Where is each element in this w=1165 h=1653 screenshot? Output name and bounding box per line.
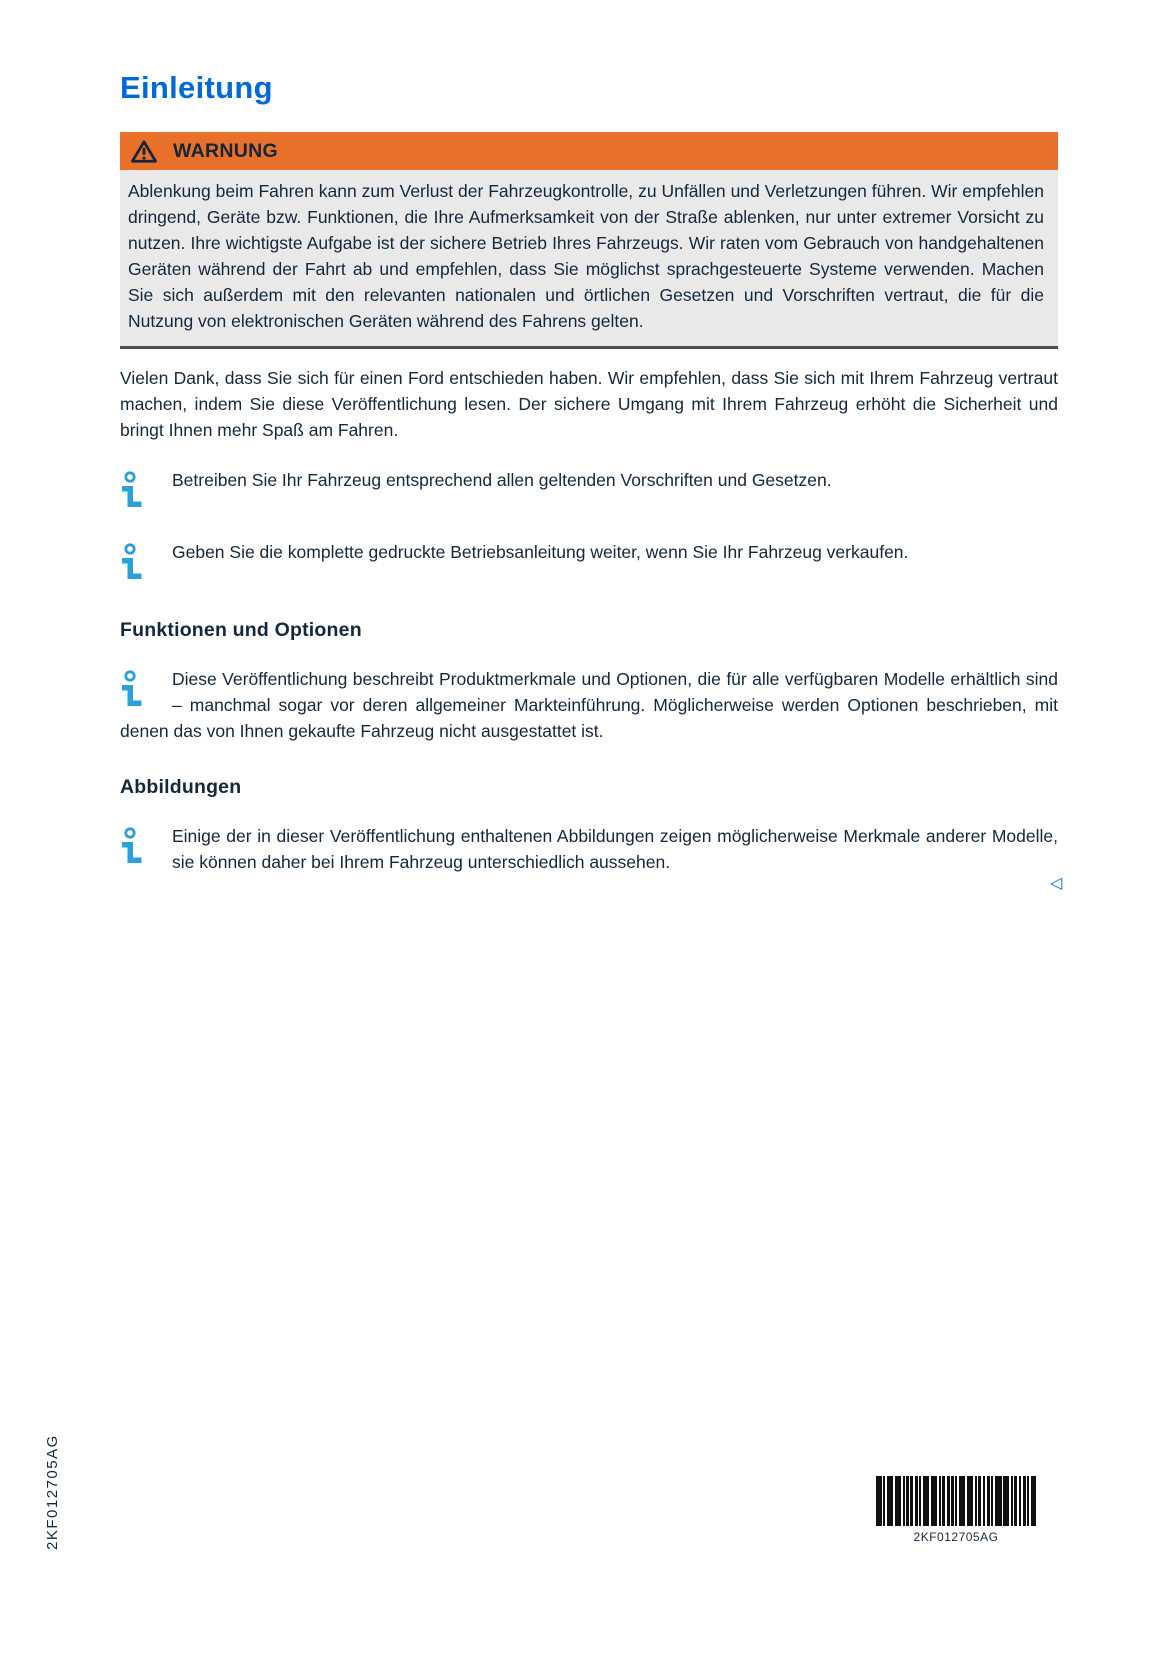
barcode-block bbox=[876, 1476, 1036, 1544]
warning-header bbox=[120, 132, 1058, 170]
info-note-illustrations bbox=[120, 823, 1058, 875]
section-heading-features: Funktionen und Optionen bbox=[120, 619, 362, 641]
barcode bbox=[876, 1476, 1036, 1526]
document-code-vertical: 2KF012705AG bbox=[44, 1434, 61, 1550]
warning-box bbox=[120, 132, 1058, 349]
page-continuation-arrow: ◁ bbox=[1050, 875, 1063, 892]
warning-text: Ablenkung beim Fahren kann zum Verlust der Fahrzeugkontrolle, zu Unfällen und Verletzungen führen. Wir empfehlen dringend, Geräte bzw. Funktionen, die Ihre Aufmerksamkeit von der Straße ablenken, nur unter extremer Vorsicht zu nutzen. Ihre wichtigste Aufgabe ist der sichere Betrieb Ihres Fahrzeugs. Wir raten vom Gebrauch von handgehaltenen Geräten während der Fahrt ab und empfehlen, dass Sie möglichst sprachgesteuerte Systeme verwenden. Machen Sie sich außerdem mit den relevanten nationalen und örtlichen Gesetzen und Vorschriften vertraut, die für die Nutzung von elektronischen Geräten während des Fahrens gelten. bbox=[120, 170, 1058, 349]
info-note-regulations bbox=[120, 467, 1058, 515]
info-note-handover bbox=[120, 539, 1058, 587]
note-text: Diese Veröffentlichung beschreibt Produktmerkmale und Optionen, die für alle verfügbaren Modelle erhältlich sind – manchmal sogar vor deren allgemeiner Markteinführung. Möglicherweise werden Optionen beschrieben, mit denen das von Ihnen gekaufte Fahrzeug nicht ausgestattet ist. bbox=[120, 669, 1058, 741]
warning-label: WARNUNG bbox=[173, 139, 279, 162]
section-heading-illustrations: Abbildungen bbox=[120, 776, 242, 798]
page-content bbox=[120, 70, 1058, 875]
info-note-features bbox=[120, 666, 1058, 744]
info-icon bbox=[120, 539, 172, 587]
barcode-text: 2KF012705AG bbox=[913, 1530, 999, 1544]
info-icon bbox=[120, 467, 172, 515]
note-text: Geben Sie die komplette gedruckte Betriebsanleitung weiter, wenn Sie Ihr Fahrzeug verkaufen. bbox=[172, 542, 909, 562]
note-text: Betreiben Sie Ihr Fahrzeug entsprechend allen geltenden Vorschriften und Gesetzen. bbox=[172, 470, 832, 490]
warning-triangle-icon bbox=[130, 139, 158, 164]
page-title: Einleitung bbox=[120, 70, 273, 105]
info-icon bbox=[120, 666, 172, 714]
intro-paragraph: Vielen Dank, dass Sie sich für einen Ford entschieden haben. Wir empfehlen, dass Sie sich mit Ihrem Fahrzeug vertraut machen, indem Sie diese Veröffentlichung lesen. Der sichere Umgang mit Ihrem Fahrzeug erhöht die Sicherheit und bringt Ihnen mehr Spaß am Fahren. bbox=[120, 368, 1058, 440]
info-icon bbox=[120, 823, 172, 871]
note-text: Einige der in dieser Veröffentlichung enthaltenen Abbildungen zeigen möglicherweise Merkmale anderer Modelle, sie können daher bei Ihrem Fahrzeug unterschiedlich aussehen. bbox=[172, 826, 1058, 872]
